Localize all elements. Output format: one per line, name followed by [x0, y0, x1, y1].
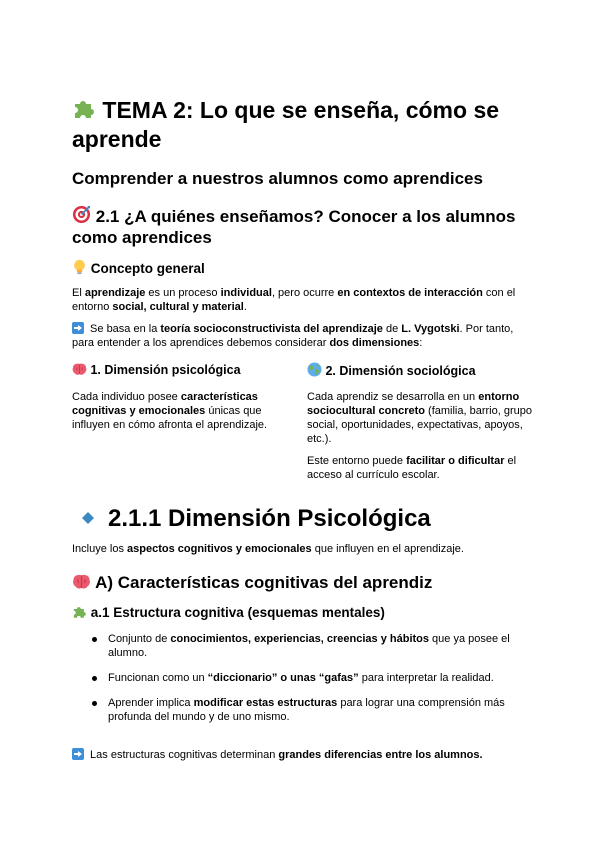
dimension-sociological-heading-text: 2. Dimensión sociológica — [325, 364, 476, 378]
text-run: El — [72, 287, 85, 299]
bold-run: dos dimensiones — [329, 337, 420, 349]
puzzle-icon — [72, 604, 87, 619]
brain-icon — [72, 574, 91, 590]
right-arrow-icon — [72, 748, 84, 760]
cognitive-structure-heading-text: a.1 Estructura cognitiva (esquemas mentales) — [90, 605, 385, 620]
dimension-psychological-heading-text: 1. Dimensión psicológica — [90, 363, 241, 377]
bold-run: aprendizaje — [84, 287, 146, 299]
target-icon — [72, 205, 91, 224]
bold-run: “diccionario” o unas “gafas” — [207, 672, 359, 684]
puzzle-icon — [72, 96, 96, 120]
dimension-sociological-heading — [307, 362, 476, 380]
bold-run: en contextos de interacción — [337, 287, 483, 299]
diamond-icon — [82, 512, 94, 524]
closing-paragraph — [72, 748, 532, 762]
dimension-psychological-heading — [72, 362, 241, 379]
list-item — [92, 632, 522, 660]
text-run: (familia, barrio, grupo social, oportunidades, expectativas, apoyos, etc.). — [307, 405, 532, 445]
text-run: que influyen en el aprendizaje. — [311, 543, 464, 555]
cognitive-structure-list — [92, 632, 522, 735]
text-run: para interpretar la realidad. — [358, 672, 494, 684]
text-run: es un proceso — [145, 287, 221, 299]
cognitive-structure-heading — [72, 604, 385, 622]
section-2-1-1-heading — [72, 503, 431, 534]
text-run: Aprender implica — [108, 697, 194, 709]
section-2-1-heading-text: 2.1 ¿A quiénes enseñamos? Conocer a los alumnos como aprendices — [72, 207, 516, 247]
text-run: . — [243, 301, 247, 313]
bold-run: modificar estas estructuras — [193, 697, 338, 709]
theory-paragraph — [72, 322, 532, 350]
text-run: Incluye los — [72, 543, 128, 555]
concept-heading — [72, 259, 205, 278]
page-title-text: TEMA 2: Lo que se enseña, cómo se aprende — [72, 97, 500, 152]
bold-run: aspectos cognitivos y emocionales — [127, 543, 312, 555]
text-run: únicas que influyen en cómo afronta el aprendizaje. — [72, 405, 268, 431]
bold-run: teoría socioconstructivista del aprendizaje — [160, 323, 383, 335]
psychological-intro — [72, 542, 532, 556]
text-run: para lograr una comprensión más profunda del mundo y de uno mismo. — [108, 697, 505, 723]
bullet-dot — [92, 701, 97, 706]
text-run: el acceso al currículo escolar. — [307, 455, 517, 481]
cognitive-characteristics-heading — [72, 572, 432, 594]
text-run: Las estructuras cognitivas determinan — [87, 749, 279, 761]
text-run: , pero ocurre — [271, 287, 338, 299]
text-run: Este entorno puede — [307, 455, 407, 467]
concept-paragraph — [72, 286, 532, 314]
bullet-dot — [92, 676, 97, 681]
bold-run: individual — [220, 287, 272, 299]
cognitive-characteristics-heading-text: A) Características cognitivas del aprendiz — [95, 573, 433, 592]
dimension-psychological-text — [72, 390, 292, 432]
text-run: de — [382, 323, 402, 335]
lightbulb-icon — [72, 259, 87, 275]
text-run: Funcionan como un — [108, 672, 208, 684]
section-2-1-heading — [72, 205, 542, 248]
bold-run: grandes diferencias entre los alumnos. — [278, 749, 483, 761]
page-subtitle: Comprender a nuestros alumnos como aprendices — [72, 169, 483, 188]
bold-run: facilitar o dificultar — [406, 455, 505, 467]
dimension-sociological-text-2 — [307, 454, 532, 482]
text-run: Conjunto de — [108, 633, 171, 645]
text-run: con el entorno — [72, 287, 516, 313]
bold-run: social, cultural y material — [112, 301, 244, 313]
list-item — [92, 671, 522, 685]
bold-run: características cognitivas y emocionales — [72, 391, 258, 417]
text-run: Se basa en la — [87, 323, 161, 335]
dimension-sociological-text — [307, 390, 532, 446]
globe-icon — [307, 362, 322, 377]
concept-heading-text: Concepto general — [90, 261, 205, 276]
text-run: que ya posee el alumno. — [108, 633, 510, 659]
page-title — [72, 96, 542, 154]
text-run: Cada aprendiz se desarrolla en un — [307, 391, 479, 403]
bullet-dot — [92, 637, 97, 642]
right-arrow-icon — [72, 322, 84, 334]
brain-icon — [72, 363, 87, 376]
bold-run: L. Vygotski — [401, 323, 460, 335]
bold-run: entorno sociocultural concreto — [307, 391, 520, 417]
text-run: . Por tanto, para entender a los aprendices debemos considerar — [72, 323, 514, 349]
list-item — [92, 696, 522, 724]
text-run: : — [419, 337, 423, 349]
text-run: Cada individuo posee — [72, 391, 181, 403]
bold-run: conocimientos, experiencias, creencias y hábitos — [170, 633, 429, 645]
section-2-1-1-heading-text: 2.1.1 Dimensión Psicológica — [108, 505, 431, 532]
